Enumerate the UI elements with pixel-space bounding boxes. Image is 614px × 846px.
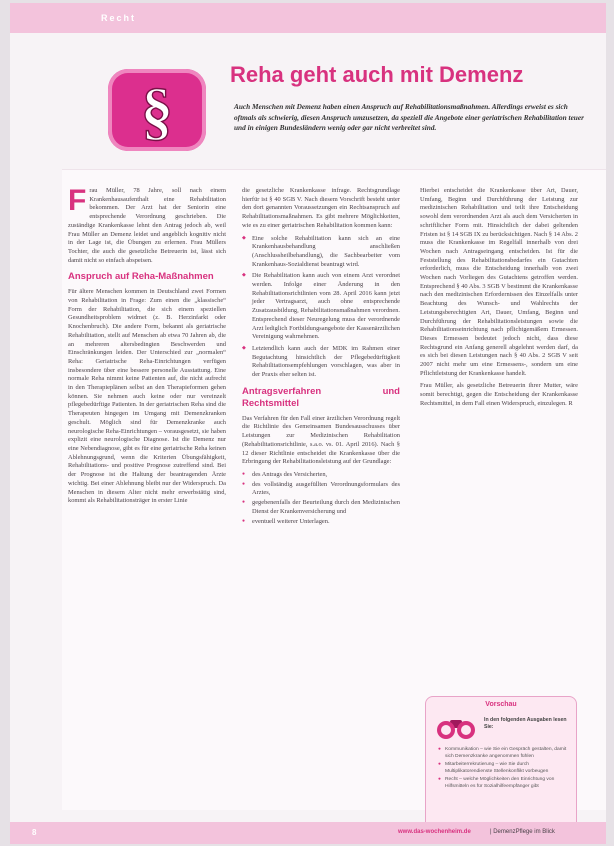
svg-text:§: § — [140, 75, 174, 145]
magazine-page — [10, 3, 606, 844]
list-item: ● gegebenenfalls der Beurteilung durch den Medizinischen Dienst der Krankenversicherung und — [242, 499, 400, 516]
column-1 — [68, 184, 226, 510]
preview-intro: In den folgenden Ausgaben lesen Sie: — [484, 717, 567, 730]
paragraph: Hierbei entscheidet die Krankenkasse über Art, Dauer, Umfang, Beginn und Durchführung der Leistung zur medizinischen Rehabilitation und teilt ihre Entscheidung sowohl dem verordnenden Arzt als auch dem Versicherten in schriftlicher Form mit. Hinsichtlich der dabei geltenden Fristen ist § 14 SGB IX zu berücksichtigen. Nach § 14 Abs. 2 muss die Krankenkasse im Regelfall innerhalb von drei Wochen nach Antragseingang entscheiden. Ist für die Feststellung des Rehabilitationsbedarfes ein Gutachten erforderlich, muss die Entscheidung innerhalb von zwei Wochen nach Vorliegen des Gutachtens getroffen werden. Entsprechend § 40 Abs. 3 SGB V bestimmt die Krankenkasse nach den medizinischen Erfordernissen des Einzelfalls unter Beachtung des Wunsch- und Wahlrechts der Leistungsberechtigten Art, Dauer, Umfang, Beginn und Durchführung der Rehabilitationsleistungen sowie die Rehabilitationseinrichtung nach pflichtgemäßem Ermessen. Dieses Ermessen bedeutet jedoch nicht, dass diese Rechtsgrund ein Anfang generell abgelehnt werden darf, da es sich bei diesen Leistungen nach § 40 Abs. 2 SGB V seit 2007 nicht mehr um eine Ermessens-, sondern um eine Pflichtleistung der Krankenkasse handelt. — [420, 187, 578, 377]
preview-item: ● Kommunikation – wie Sie ein Gespräch gestalten, damit sich Demenzkranke angenommen fühlen — [438, 747, 568, 760]
list-item: ● eventuell weiterer Unterlagen. — [242, 518, 400, 527]
top-band — [10, 3, 606, 33]
list-item: ● des Antrags des Versicherten, — [242, 471, 400, 480]
list-item: ● des vollständig ausgefüllten Verordnungsformulars des Arztes, — [242, 481, 400, 498]
preview-item: ● Recht – welche Möglichkeiten den Einrichtung von Hilfsmitteln es für Sozialhilfeempfänger gibt — [438, 777, 568, 790]
preview-box — [425, 696, 577, 838]
paragraph: Für ältere Menschen kommen in Deutschland zwei Formen von Rehabilitation in Frage: Zum einen die „klassische“ Form der Rehabilitation, die sich einem speziellen Gesundheitsproblem widmet (z. B. Herzinfarkt oder Knochenbruch). Die andere Form, bekannt als geriatrische Rehabilitation, stellt auf Menschen ab etwa 70 Jahren ab, die an mehreren altersbedingten Beschwerden und Einschränkungen leiden. Der Unterschied zur „normalen“ Reha: Geriatrische Reha-Einrichtungen verfügen insbesondere über eine bessere personelle Ausstattung. Eine normale Reha nimmt keine Patienten auf, die nicht aufrecht in den Therapieplänen selbst an den Therapieformen gehen können. Sie nehmen auch keine oder nur vereinzelt pflegebedürftige Patienten. In der geriatrischen Reha sind die Therapeuten hingegen im Umgang mit Demenzkranken geschult. Möglich sind für Demenzkranke auch neurologische Reha-Einrichtungen – vorausgesetzt, sie haben explizit eine neurologische Diagnose. Ist die Demenz nur eine Nebendiagnose, gibt es für eine geriatrische Reha keinen Ablehnungsgrund, wenn die Kriterien Übungsfähigkeit, Rehabilitations- und positive Prognose zutreffend sind. Bei der Prognose ist die Haltung der beantragenden Ärzte wichtig. Bei einer Ablehnung bleibt nur der Widerspruch. Da Menschen in diesem Alter nicht mehr erwerbstätig sind, kommt als Rehabilitationsträger in erster Linie — [68, 288, 226, 505]
page-number: 8 — [32, 828, 37, 837]
article-lead: Auch Menschen mit Demenz haben einen Anspruch auf Rehabilitationsmaßnahmen. Allerdings erweist es sich oftmals als schwierig, diesen Anspruch umzusetzen, da speziell die Angebote einer geriatrischen Rehabilitation teuer und in einigen Bundesländern wenig oder gar nicht verbreitet sind. — [234, 102, 584, 132]
preview-title: Vorschau — [485, 701, 517, 708]
dash-list — [242, 471, 400, 526]
drop-cap: F — [68, 184, 87, 217]
paragraph: Das Verfahren für den Fall einer ärztlichen Verordnung regelt die Richtlinie des Gemeinsamen Bundesausschusses über Leistungen zur Medizinischen Rehabilitation (Rehabilitationsrichtlinie, s.a.o. vs. 01. April 2016). Nach § 12 dieser Richtlinie entscheidet die Krankenkasse über die Erbringung der Rehabilitationsleistung auf der Grundlage: — [242, 414, 400, 466]
paragraph: Frau Müller, als gesetzliche Betreuerin ihrer Mutter, wäre somit berechtigt, gegen die Entscheidung der Krankenkasse Rechtsmittel, in dem Fall einen Widerspruch, einzulegen. R — [420, 382, 578, 407]
section-label: Recht — [101, 13, 137, 23]
footer-url[interactable]: www.das-wochenheim.de — [398, 829, 471, 835]
column-3 — [420, 187, 578, 413]
subheading: Antragsverfahren und Rechtsmittel — [242, 385, 400, 409]
column-2 — [242, 187, 400, 530]
footer-band — [10, 822, 606, 844]
article-title: Reha geht auch mit Demenz — [230, 62, 524, 87]
bullet-item: ◆ Letztendlich kann auch der MDK im Rahmen einer Begutachtung hinsichtlich der Pflegebedürftigkeit Rehabilitationsempfehlungen vorschlagen, was aber in der Praxis eher selten ist. — [242, 345, 400, 380]
binoculars-icon — [436, 714, 476, 742]
bullet-item: ◆ Die Rehabilitation kann auch von einem Arzt verordnet werden. Infolge einer Änderung in den Rehabilitationsrichtlinien vom 28. April 2016 kann jetzt jeder Vertragsarzt, auch ohne entsprechende Zusatzausbildung, Rehabilitationsmaßnahmen verordnen. Entsprechend dieser Neuregelung muss der verordnende Arzt lediglich Fortbildungsangebote der Kassenärztlichen Vereinigung wahrnehmen. — [242, 272, 400, 342]
paragraph: rau Müller, 78 Jahre, soll nach einem Krankenhausaufenthalt eine Rehabilitation bekommen. Der Arzt hat der Seniorin eine entsprechende Verordnung geschrieben. Die zuständige Krankenkasse lehnt den Antrag jedoch ab, weil Frau Müller an Demenz leidet und angeblich kognitiv nicht in der Lage ist, die Übungen zu erlernen. Frau Müllers Tochter, die auch die gesetzliche Betreuerin ist, lässt sich damit nicht so einfach abspeisen. — [68, 187, 226, 264]
paragraph: die gesetzliche Krankenkasse infrage. Rechtsgrundlage hierfür ist § 40 SGB V. Nach diesem Vorschrift besteht unter den dort genannten Voraussetzungen ein Rechtsanspruch auf Rehabilitationsmaßnahmen. Es gibt mehrere Möglichkeiten, wie es zu einer geriatrischen Rehabilitation kommen kann: — [242, 187, 400, 229]
preview-item: ● Mitarbeiterrekrutierung – wie Sie durch Multiplikatorendienste Stellenkonflikt vorbeugen — [438, 762, 568, 775]
bullet-item: ◆ Eine solche Rehabilitation kann sich an eine Krankenhausbehandlung anschließen (Anschlussheilbehandlung), die Sachbearbeiter vom Krankenhaus-Sozialdienst beantragt wird. — [242, 235, 400, 270]
footer-magazine: | DemenzPflege im Blick — [490, 829, 555, 835]
preview-list — [438, 747, 568, 793]
paragraph-sign-icon — [108, 69, 206, 151]
subheading: Anspruch auf Reha-Maßnahmen — [68, 271, 214, 283]
bullet-list — [242, 235, 400, 380]
